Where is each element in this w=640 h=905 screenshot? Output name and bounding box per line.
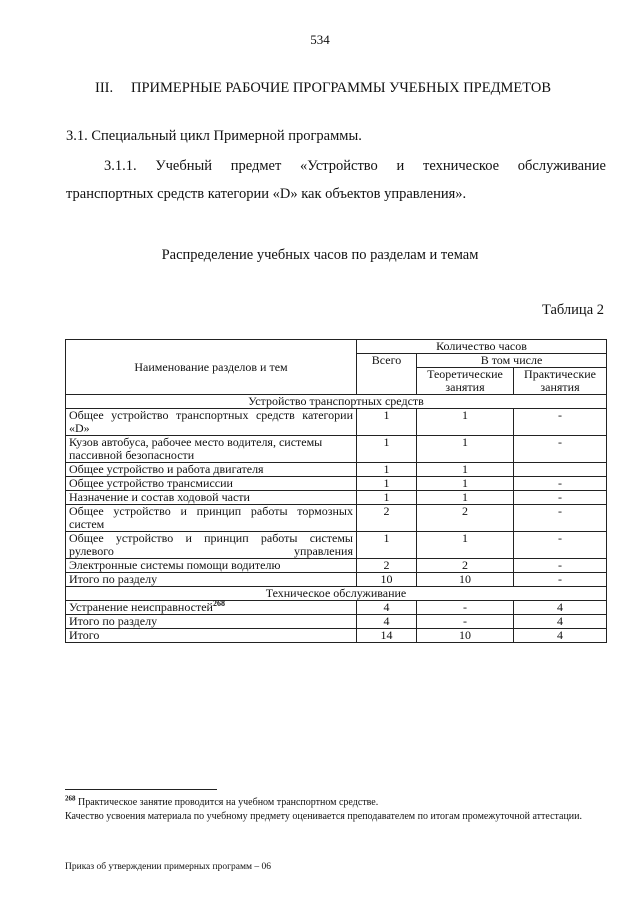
topic-name: Устранение неисправностей (69, 600, 213, 614)
practice-hours-cell: 4 (514, 601, 607, 615)
section-heading (95, 80, 551, 97)
header-theory: Теоретические занятия (417, 368, 514, 395)
grand-theory-cell: 10 (417, 629, 514, 643)
table-row (66, 532, 607, 559)
header-practice: Практические занятия (514, 368, 607, 395)
theory-hours-cell: 1 (417, 436, 514, 463)
topic-name-cell (66, 477, 357, 491)
theory-hours-cell: 1 (417, 532, 514, 559)
total-hours-cell: 4 (357, 615, 417, 629)
header-total: Всего (357, 354, 417, 395)
practice-hours-cell (514, 463, 607, 477)
footnote-ref: 268 (212, 599, 225, 608)
assessment-note: Качество усвоения материала по учебному предмету оценивается преподавателем по итогам промежуточной аттестации. (65, 811, 583, 822)
practice-hours-cell: - (514, 532, 607, 559)
grand-total-label: Итого (66, 629, 357, 643)
theory-hours-cell: 1 (417, 491, 514, 505)
table-row (66, 615, 607, 629)
topic-name-cell (66, 491, 357, 505)
theory-hours-cell: 2 (417, 505, 514, 532)
table-row (66, 559, 607, 573)
table-label: Таблица 2 (541, 302, 604, 318)
table-body (66, 395, 607, 643)
practice-hours-cell: - (514, 477, 607, 491)
theory-hours-cell: 1 (417, 409, 514, 436)
total-hours-cell: 1 (357, 532, 417, 559)
hours-table (65, 339, 607, 643)
header-hours: Количество часов (357, 340, 607, 354)
topic-name-cell (66, 573, 357, 587)
topic-name: Итого по разделу (69, 614, 158, 628)
topic-name-cell (66, 532, 357, 559)
grand-total-row (66, 629, 607, 643)
section-row (66, 587, 607, 601)
grand-total-cell: 14 (357, 629, 417, 643)
theory-hours-cell: 1 (417, 477, 514, 491)
practice-hours-cell: 4 (514, 615, 607, 629)
topic-name: Итого по разделу (69, 572, 158, 586)
total-hours-cell: 4 (357, 601, 417, 615)
table-row (66, 505, 607, 532)
total-hours-cell: 1 (357, 463, 417, 477)
theory-hours-cell: - (417, 601, 514, 615)
footnote (65, 794, 379, 808)
section-title-cell: Техническое обслуживание (66, 587, 607, 601)
order-footer: Приказ об утверждении примерных программ – 06 (65, 862, 271, 872)
theory-hours-cell: 2 (417, 559, 514, 573)
practice-hours-cell: - (514, 559, 607, 573)
practice-hours-cell: - (514, 491, 607, 505)
topic-name-cell (66, 615, 357, 629)
theory-hours-cell: 1 (417, 463, 514, 477)
table-row (66, 463, 607, 477)
subject-title-line1: 3.1.1. Учебный предмет «Устройство и техническое обслуживание (104, 158, 606, 174)
topic-name: Общее устройство и принцип работы тормозных систем (69, 504, 353, 531)
topic-name-cell (66, 436, 357, 463)
distribution-title: Распределение учебных часов по разделам и темам (161, 247, 479, 263)
table-row (66, 477, 607, 491)
practice-hours-cell: - (514, 505, 607, 532)
topic-name-cell (66, 601, 357, 615)
total-hours-cell: 2 (357, 559, 417, 573)
topic-name-cell (66, 409, 357, 436)
section-title: ПРИМЕРНЫЕ РАБОЧИЕ ПРОГРАММЫ УЧЕБНЫХ ПРЕДМЕТОВ (131, 80, 552, 96)
total-hours-cell: 1 (357, 436, 417, 463)
total-hours-cell: 1 (357, 491, 417, 505)
table-row (66, 491, 607, 505)
topic-name: Общее устройство трансмиссии (69, 476, 233, 490)
footnote-text: Практическое занятие проводится на учебном транспортном средстве. (75, 797, 379, 808)
section-title-cell: Устройство транспортных средств (66, 395, 607, 409)
table-row (66, 573, 607, 587)
practice-hours-cell: - (514, 573, 607, 587)
topic-name-cell (66, 505, 357, 532)
table-row (66, 601, 607, 615)
section-row (66, 395, 607, 409)
topic-name: Общее устройство транспортных средств категории «D» (69, 408, 353, 435)
topic-name: Электронные системы помощи водителю (69, 558, 281, 572)
topic-name-cell (66, 463, 357, 477)
topic-name-cell (66, 559, 357, 573)
subsection-title: 3.1. Специальный цикл Примерной программы. (66, 128, 362, 144)
topic-name: Кузов автобуса, рабочее место водителя, системы пассивной безопасности (69, 435, 323, 462)
header-including: В том числе (417, 354, 607, 368)
practice-hours-cell: - (514, 436, 607, 463)
grand-practice-cell: 4 (514, 629, 607, 643)
total-hours-cell: 2 (357, 505, 417, 532)
table-row (66, 409, 607, 436)
topic-name: Назначение и состав ходовой части (69, 490, 250, 504)
practice-hours-cell: - (514, 409, 607, 436)
topic-name: Общее устройство и работа двигателя (69, 462, 264, 476)
theory-hours-cell: - (417, 615, 514, 629)
table-row (66, 436, 607, 463)
total-hours-cell: 1 (357, 477, 417, 491)
footnote-number: 268 (65, 794, 76, 803)
total-hours-cell: 1 (357, 409, 417, 436)
section-roman: III. (95, 80, 114, 96)
footnote-divider (65, 789, 217, 790)
topic-name: Общее устройство и принцип работы системы рулевого управления (69, 531, 353, 558)
total-hours-cell: 10 (357, 573, 417, 587)
page-number: 534 (310, 32, 330, 47)
subject-title-line2: транспортных средств категории «D» как объектов управления». (66, 186, 467, 202)
theory-hours-cell: 10 (417, 573, 514, 587)
header-name: Наименование разделов и тем (66, 340, 357, 395)
